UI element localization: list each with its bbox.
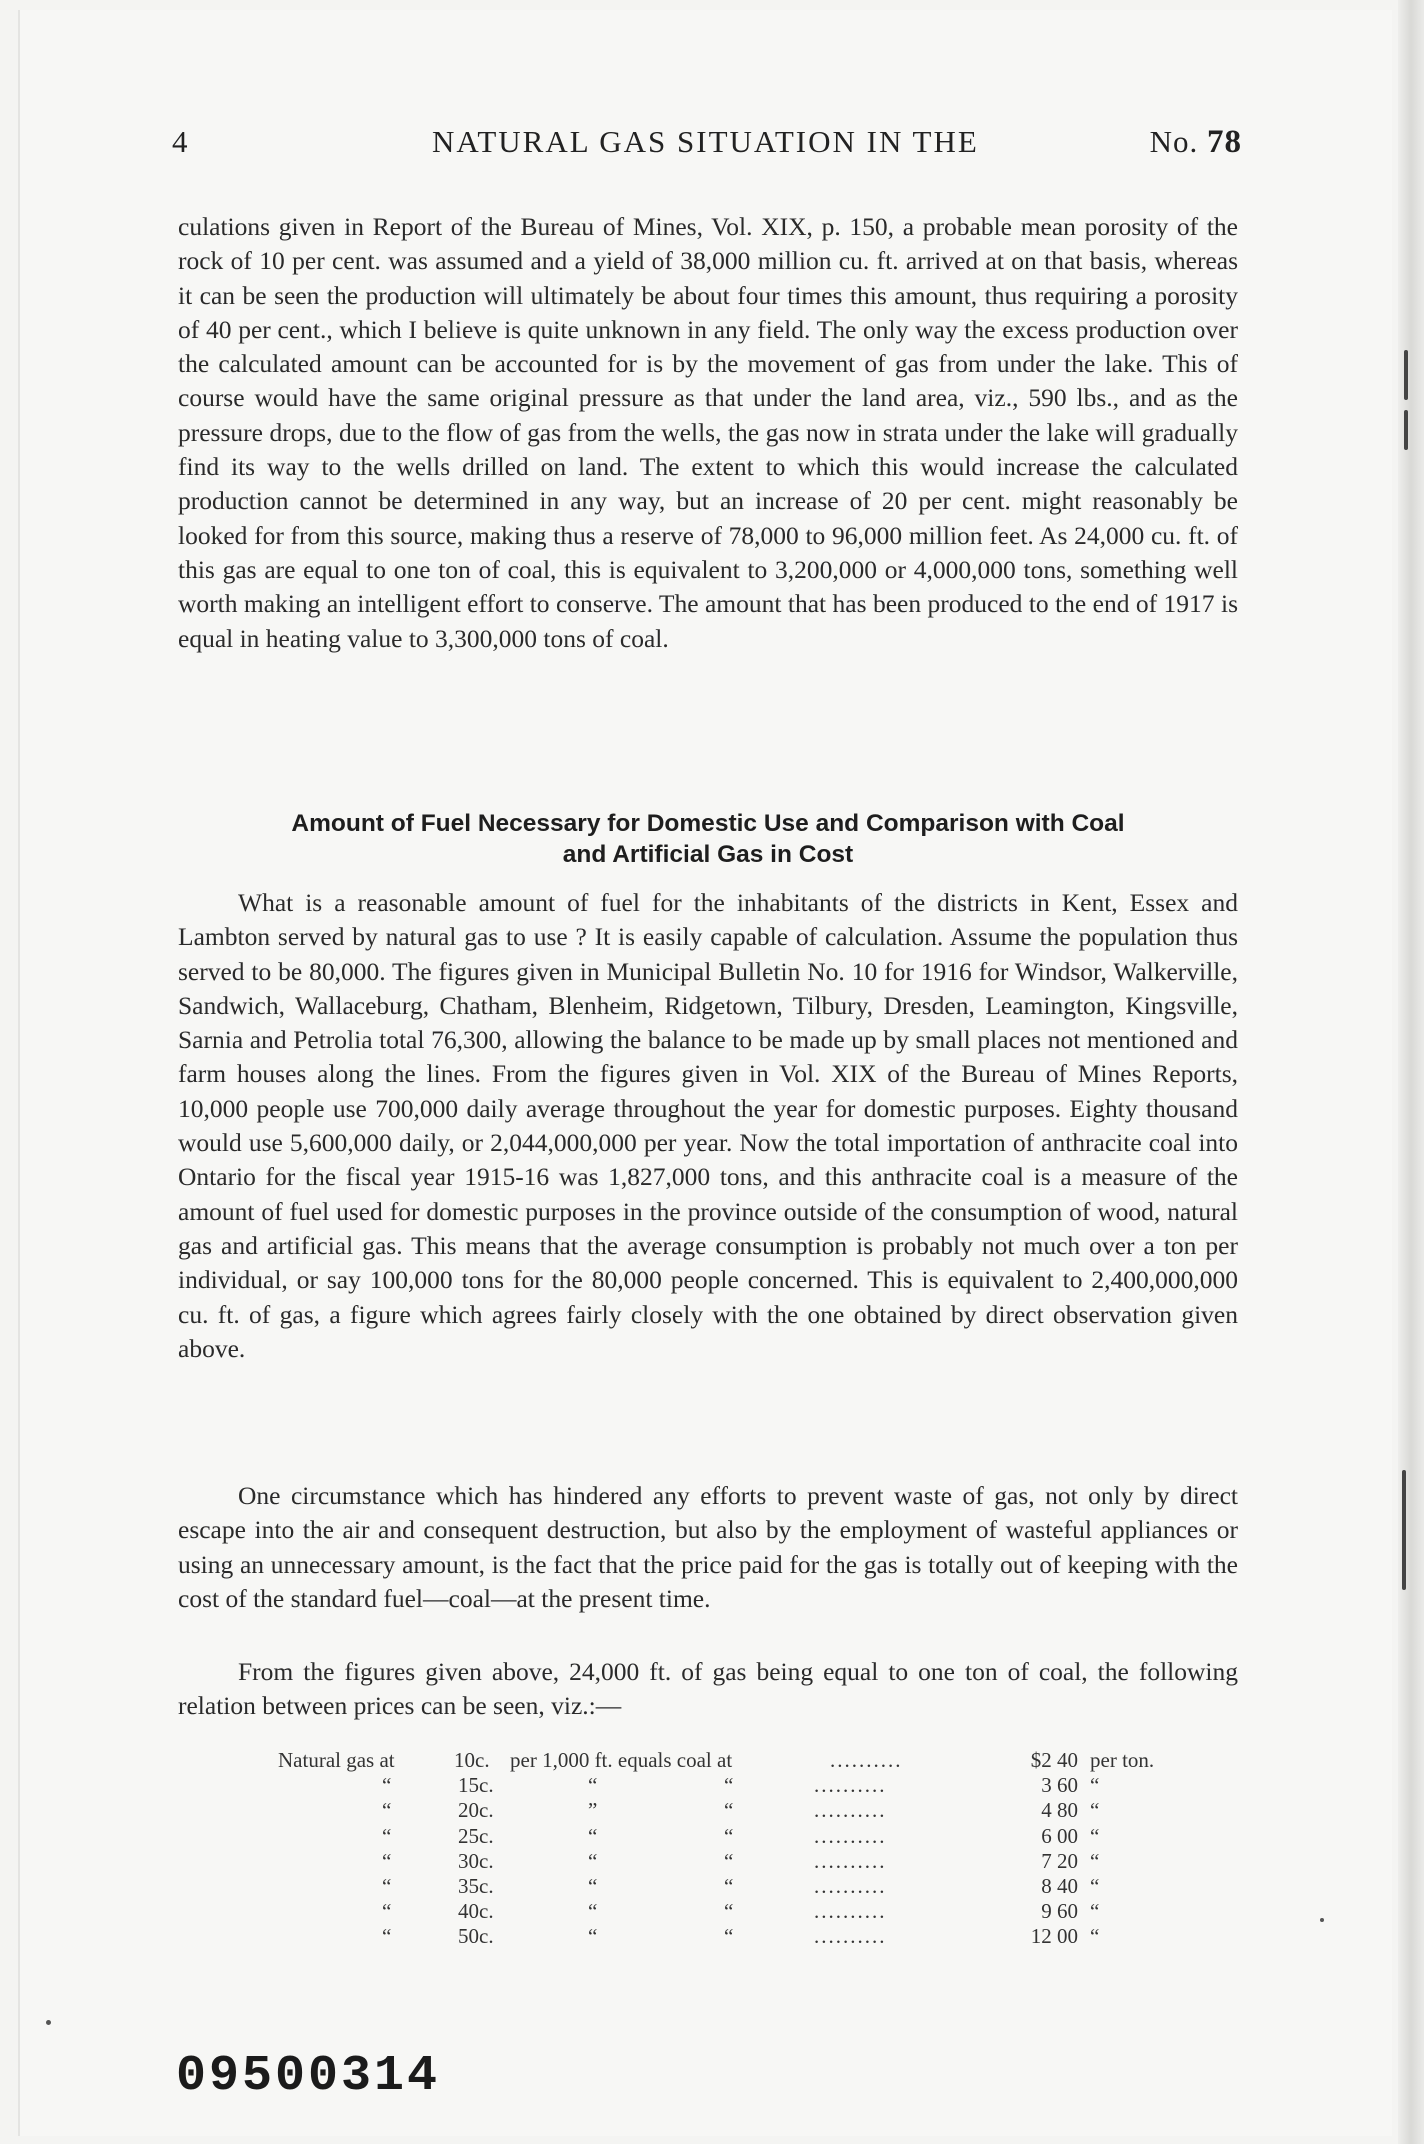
binding-mark	[1402, 1470, 1406, 1590]
leader-dots: ..........	[814, 1798, 887, 1823]
ditto-mark: ”	[588, 1798, 598, 1823]
leader-dots: ..........	[814, 1924, 887, 1949]
issue-label	[1150, 124, 1242, 161]
document-stamp-number: 09500314	[176, 2048, 441, 2105]
ditto-mark: “	[382, 1773, 392, 1798]
table-row	[278, 1874, 1158, 1899]
leader-dots: ..........	[814, 1823, 887, 1848]
ditto-mark: “	[1090, 1873, 1100, 1898]
price-comparison-table	[278, 1748, 1158, 1950]
ditto-mark: “	[724, 1823, 734, 1848]
gas-rate: 30c.	[458, 1848, 494, 1873]
ditto-mark: “	[382, 1899, 392, 1924]
ditto-mark: “	[724, 1773, 734, 1798]
ditto-mark: “	[1090, 1773, 1100, 1798]
ditto-mark: “	[588, 1899, 598, 1924]
ditto-mark: “	[724, 1899, 734, 1924]
table-row	[278, 1899, 1158, 1924]
issue-number: 78	[1207, 124, 1242, 160]
gas-rate: 25c.	[458, 1823, 494, 1848]
leader-dots: ..........	[830, 1748, 903, 1772]
ditto-mark: “	[588, 1848, 598, 1873]
ditto-mark: “	[724, 1873, 734, 1898]
table-row	[278, 1924, 1158, 1949]
gas-rate: 40c.	[458, 1899, 494, 1924]
binding-mark	[1404, 350, 1408, 400]
ditto-mark: “	[724, 1848, 734, 1873]
scan-speck	[46, 2020, 51, 2025]
row-mid-text: per 1,000 ft. equals coal at	[510, 1748, 733, 1772]
paragraph-continued: culations given in Report of the Bureau of Mines, Vol. XIX, p. 150, a probable mean porosity of the rock of 10 per cent. was assumed and a yield of 38,000 million cu. ft. arrived at on that basis, whereas it can be seen the production will ultimately be about four times this amount, thus requiring a porosity of 40 per cent., which I believe is quite unknown in any field. The only way the excess production over the calculated amount can be accounted for is by the movement of gas from under the lake. This of course would have the same original pressure as that under the land area, viz., 590 lbs., and as the pressure drops, due to the flow of gas from the wells, the gas now in strata under the lake will gradually find its way to the wells drilled on land. The extent to which this would increase the calculated production cannot be determined in any way, but an increase of 20 per cent. might reasonably be looked for from this source, making thus a reserve of 78,000 to 96,000 million feet. As 24,000 cu. ft. of this gas are equal to one ton of coal, this is equivalent to 3,200,000 or 4,000,000 tons, something well worth making an intelligent effort to conserve. The amount that has been produced to the end of 1917 is equal in heating value to 3,300,000 tons of coal.	[178, 212, 1238, 653]
ditto-mark: “	[724, 1924, 734, 1949]
section-heading-line1: Amount of Fuel Necessary for Domestic Use and Comparison with Coal	[291, 810, 1125, 837]
leader-dots: ..........	[814, 1773, 887, 1798]
ditto-mark: “	[1090, 1823, 1100, 1848]
coal-price: 9 60	[1041, 1899, 1078, 1924]
ditto-mark: “	[382, 1848, 392, 1873]
ditto-mark: “	[382, 1798, 392, 1823]
issue-prefix: No.	[1149, 124, 1199, 159]
coal-price: $2 40	[1030, 1748, 1078, 1772]
unit-label: per ton.	[1090, 1748, 1155, 1772]
coal-price: 4 80	[1041, 1798, 1078, 1823]
page-header	[172, 124, 1242, 168]
coal-price: 6 00	[1041, 1823, 1078, 1848]
ditto-mark: “	[724, 1798, 734, 1823]
page-edge-shadow	[1398, 0, 1424, 2144]
ditto-mark: “	[382, 1924, 392, 1949]
table-row	[278, 1773, 1158, 1798]
ditto-mark: “	[1090, 1798, 1100, 1823]
gas-rate: 35c.	[458, 1873, 494, 1898]
table-row	[278, 1824, 1158, 1849]
gas-rate: 20c.	[458, 1798, 494, 1823]
table-row	[278, 1849, 1158, 1874]
leader-dots: ..........	[814, 1873, 887, 1898]
gas-rate: 50c.	[458, 1924, 494, 1949]
ditto-mark: “	[382, 1873, 392, 1898]
coal-price: 7 20	[1041, 1848, 1078, 1873]
running-title: NATURAL GAS SITUATION IN THE	[432, 124, 979, 159]
paragraph-price-intro: From the figures given above, 24,000 ft. of gas being equal to one ton of coal, the following relation between prices can be seen, viz.:—	[178, 1657, 1238, 1721]
paragraph-waste-circumstance: One circumstance which has hindered any efforts to prevent waste of gas, not only by direct escape into the air and consequent destruction, but also by the employment of wasteful appliances or using an unnecessary amount, is the fact that the price paid for the gas is totally out of keeping with the cost of the standard fuel—coal—at the present time.	[178, 1481, 1238, 1613]
leader-dots: ..........	[814, 1848, 887, 1873]
section-heading	[178, 808, 1238, 870]
gas-rate: 15c.	[458, 1773, 494, 1798]
paragraph-fuel-calculation: What is a reasonable amount of fuel for the inhabitants of the districts in Kent, Essex and Lambton served by natural gas to use ? It is easily capable of calculation. Assume the population thus served to be 80,000. The figures given in Municipal Bulletin No. 10 for 1916 for Windsor, Walkerville, Sandwich, Wallaceburg, Chatham, Blenheim, Ridgetown, Tilbury, Dresden, Leamington, Kingsville, Sarnia and Petrolia total 76,300, allowing the balance to be made up by small places not mentioned and farm houses along the lines. From the figures given in Vol. XIX of the Bureau of Mines Reports, 10,000 people use 700,000 daily average throughout the year for domestic purposes. Eighty thousand would use 5,600,000 daily, or 2,044,000,000 per year. Now the total importation of anthracite coal into Ontario for the fiscal year 1915-16 was 1,827,000 tons, and this anthracite coal is a measure of the amount of fuel used for domestic purposes in the province outside of the consumption of wood, natural gas and artificial gas. This means that the average consumption is probably not much over a ton per individual, or say 100,000 tons for the 80,000 people concerned. This is equivalent to 2,400,000,000 cu. ft. of gas, a figure which agrees fairly closely with the one obtained by direct observation given above.	[178, 888, 1238, 1363]
ditto-mark: “	[1090, 1924, 1100, 1949]
row-label: Natural gas at	[278, 1748, 395, 1772]
leader-dots: ..........	[814, 1899, 887, 1924]
coal-price: 3 60	[1041, 1773, 1078, 1798]
coal-price: 8 40	[1041, 1873, 1078, 1898]
section-heading-line2: and Artificial Gas in Cost	[562, 841, 854, 868]
coal-price: 12 00	[1030, 1924, 1078, 1949]
page-number: 4	[172, 124, 190, 159]
ditto-mark: “	[588, 1773, 598, 1798]
ditto-mark: “	[588, 1924, 598, 1949]
binding-mark	[1404, 410, 1408, 450]
ditto-mark: “	[1090, 1899, 1100, 1924]
table-row	[278, 1748, 1158, 1773]
ditto-mark: “	[588, 1823, 598, 1848]
table-row	[278, 1798, 1158, 1823]
scan-speck	[1320, 1918, 1324, 1922]
ditto-mark: “	[588, 1873, 598, 1898]
ditto-mark: “	[1090, 1848, 1100, 1873]
ditto-mark: “	[382, 1823, 392, 1848]
gas-rate: 10c.	[454, 1748, 490, 1772]
